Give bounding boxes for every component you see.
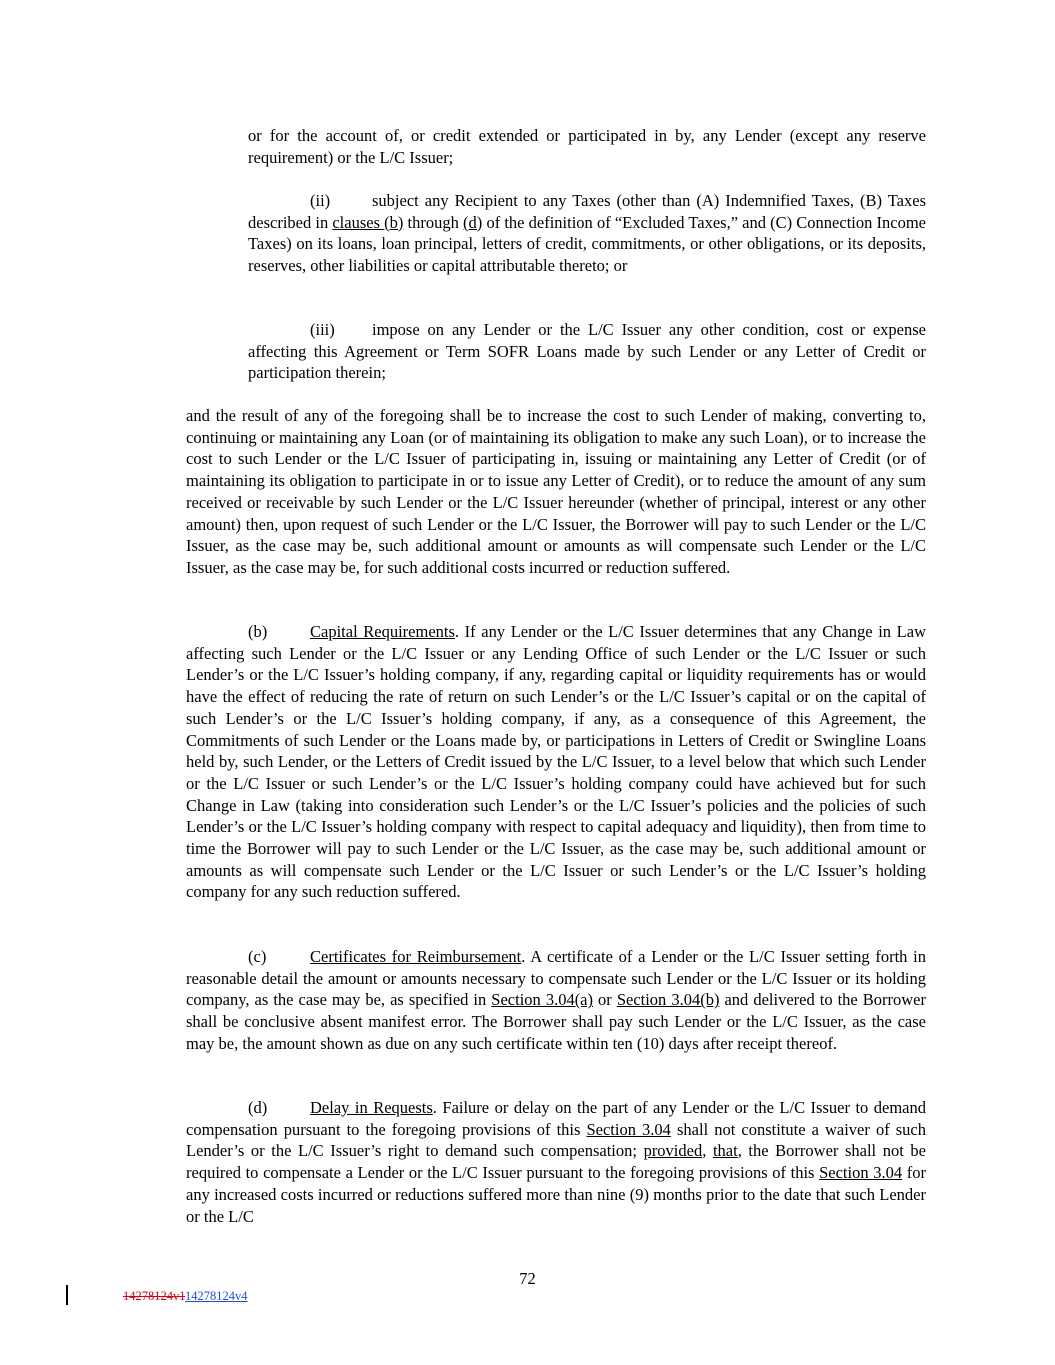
section-d-text: . Failure or delay on the part of any Lender or the L/C Issuer to demand compensation pursuant to the foregoing provisions of this: [186, 1098, 926, 1139]
section-c-heading: Certificates for Reimbursement: [310, 947, 522, 966]
section-d-text-4: for any increased costs incurred or reductions suffered more than nine (9) months prior to the date that such Lender or the L/C: [186, 1163, 926, 1226]
continuation-text: or for the account of, or credit extended or participated in by, any Lender (except any reserve requirement) or the L/C Issuer;: [248, 126, 926, 167]
section-b-paragraph: [186, 621, 926, 903]
section-c-text-2: or: [593, 990, 617, 1010]
section-c-text-3: and delivered to the Borrower shall be conclusive absent manifest error. The Borrower shall pay such Lender or the L/C Issuer, as the case may be, the amount shown as due on any such certificate within ten (10) days after receipt thereof.: [186, 990, 927, 1053]
document-id-deleted: 14278124v1: [123, 1289, 186, 1303]
section-d-number: (d): [248, 1098, 268, 1117]
document-id: [123, 1288, 248, 1304]
that-term: that: [712, 1141, 738, 1161]
section-c-paragraph: [186, 946, 926, 1055]
item-ii-paragraph: [248, 190, 926, 277]
section-d-paragraph: [186, 1097, 926, 1227]
provided-term: provided: [643, 1141, 703, 1161]
section-d-text-3: , the Borrower shall not be required to compensate a Lender or the L/C Issuer pursuant to the foregoing provisions of this: [186, 1141, 926, 1183]
result-text: and the result of any of the foregoing shall be to increase the cost to such Lender of making, converting to, continuing or maintaining any Loan (or of maintaining its obligation to make any such Loan), or to increase the cost to such Lender or the L/C Issuer of participating in, issuing or maintaining any Letter of Credit (or of maintaining its obligation to participate in or to issue any Letter of Credit), or to reduce the amount of any sum received or receivable by such Lender or the L/C Issuer hereunder (whether of principal, interest or any other amount) then, upon request of such Lender or the L/C Issuer, the Borrower will pay to such Lender or the L/C Issuer, as the case may be, such additional amount or amounts as will compensate such Lender or the L/C Issuer, as the case may be, for such additional costs incurred or reduction suffered.: [186, 406, 926, 577]
result-paragraph: [186, 405, 926, 579]
section-c-text: . A certificate of a Lender or the L/C Issuer setting forth in reasonable detail the amount or amounts necessary to compensate such Lender or the L/C Issuer or its holding company, as the case may be, as specified in: [186, 947, 926, 1010]
item-iii-text: impose on any Lender or the L/C Issuer any other condition, cost or expense affecting this Agreement or Term SOFR Loans made by such Lender or any Letter of Credit or participation therein;: [248, 320, 926, 383]
item-iii-paragraph: [248, 319, 926, 384]
section-b-heading: Capital Requirements: [310, 622, 455, 641]
item-ii-text-2: through: [403, 212, 464, 232]
section-c-number: (c): [248, 947, 267, 966]
section-d-comma: ,: [702, 1141, 713, 1161]
section-b-number: (b): [248, 622, 268, 641]
document-id-inserted: 14278124v4: [185, 1289, 248, 1303]
clauses-b-reference: clauses (b): [332, 212, 404, 232]
section-d-heading: Delay in Requests: [310, 1098, 433, 1117]
section-b-text: . If any Lender or the L/C Issuer determines that any Change in Law affecting such Lender or the L/C Issuer or any Lending Office of such Lender or the L/C Issuer or such Lender’s or the L/C Issuer’s holding company, if any, regarding capital or liquidity requirements has or would have the effect of reducing the rate of return on such Lender’s or the L/C Issuer’s capital or on the capital of such Lender’s or the L/C Issuer’s holding company, if any, as a consequence of this Agreement, the Commitments of such Lender or the Loans made by, or participations in Letters of Credit or Swingline Loans held by, such Lender, or the Letters of Credit issued by the L/C Issuer, to a level below that which such Lender or the L/C Issuer or such Lender’s or the L/C Issuer’s holding company could have achieved but for such Change in Law (taking into consideration such Lender’s or the L/C Issuer’s policies and the policies of such Lender’s or the L/C Issuer’s holding company with respect to capital adequacy and liquidity), then from time to time the Borrower will pay to such Lender or the L/C Issuer, as the case may be, such additional amount or amounts as will compensate such Lender or the L/C Issuer or such Lender’s or the L/C Issuer’s holding company for any such reduction suffered.: [186, 622, 926, 902]
section-3-04-a-reference: Section 3.04(a): [491, 990, 594, 1010]
continuation-paragraph: [248, 125, 926, 168]
clause-d-reference: (d): [463, 212, 483, 232]
section-3-04-b-reference: Section 3.04(b): [616, 990, 720, 1010]
item-ii-text-3: of the definition of “Excluded Taxes,” and (C) Connection Income Taxes) on its loans, loan principal, letters of credit, commitments, or other obligations, or its deposits, reserves, other liabilities or capital attributable thereto; or: [248, 212, 926, 276]
item-ii-number: (ii): [310, 191, 331, 210]
section-d-text-2: shall not constitute a waiver of such Lender’s or the L/C Issuer’s right to demand such compensation;: [186, 1119, 926, 1161]
section-3-04-reference-2: Section 3.04: [819, 1163, 903, 1183]
section-3-04-reference: Section 3.04: [586, 1119, 671, 1139]
item-iii-number: (iii): [310, 320, 335, 339]
change-bar: [66, 1285, 68, 1305]
page-number: 72: [519, 1269, 536, 1288]
item-ii-text: subject any Recipient to any Taxes (other than (A) Indemnified Taxes, (B) Taxes described in: [248, 191, 926, 232]
